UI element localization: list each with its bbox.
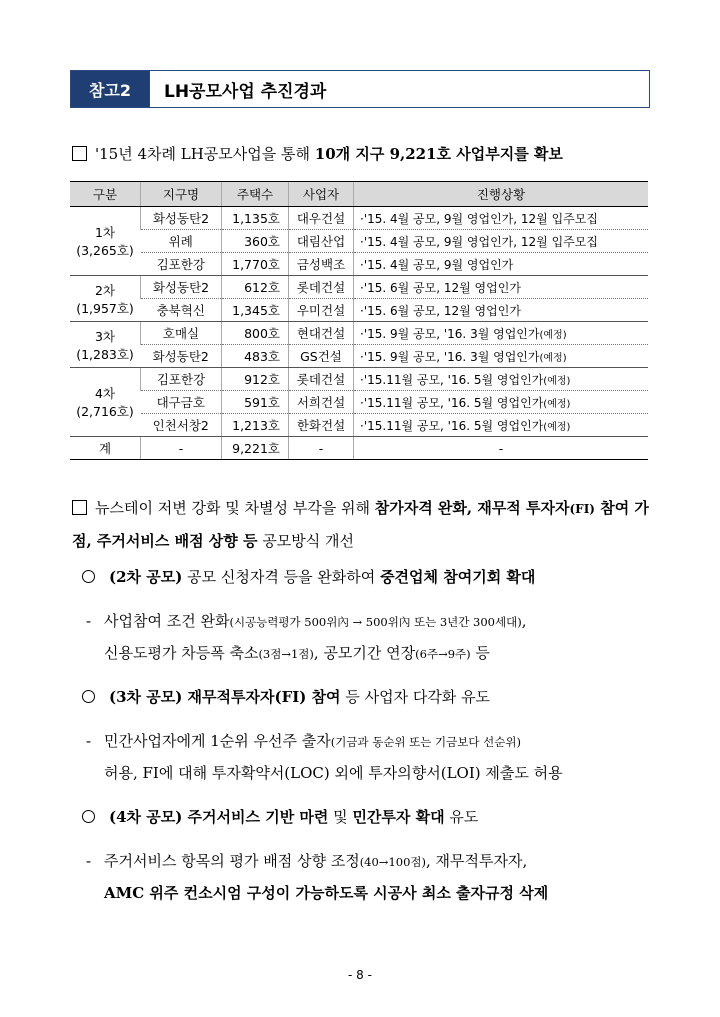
reference-label: 참고2	[71, 71, 149, 107]
status-cell: ·'15. 6월 공모, 12월 영업인가	[354, 276, 649, 299]
site-cell: 화성동탄2	[141, 276, 222, 299]
group-cell: 1차 (3,265호)	[70, 207, 141, 276]
total-label: 계	[70, 437, 141, 460]
company-cell: 롯데건설	[289, 276, 354, 299]
round4-detail: - 주거서비스 항목의 평가 배점 상향 조정(40→100점), 재무적투자자, AMC 위주 컨소시엄 구성이 가능하도록 시공사 최소 출자규정 삭제	[86, 852, 549, 902]
site-cell: 김포한강	[141, 253, 222, 276]
units-cell: 1,345호	[222, 299, 289, 322]
status-cell: ·'15.11월 공모, '16. 5월 영업인가(예정)	[354, 414, 649, 437]
company-cell: 우미건설	[289, 299, 354, 322]
col-header: 사업자	[289, 182, 354, 207]
group-cell: 2차 (1,957호)	[70, 276, 141, 322]
site-cell: 위례	[141, 230, 222, 253]
section-header	[70, 70, 650, 108]
round4-item: (4차 공모) 주거서비스 기반 마련 및 민간투자 확대 유도	[82, 806, 478, 827]
company-cell: 롯데건설	[289, 368, 354, 391]
units-cell: 912호	[222, 368, 289, 391]
page-number: - 8 -	[348, 968, 372, 982]
units-cell: 360호	[222, 230, 289, 253]
col-header: 구분	[70, 182, 141, 207]
site-cell: -	[141, 437, 222, 460]
circle-bullet-icon	[82, 810, 95, 823]
table-row	[70, 345, 648, 368]
company-cell: 금성백조	[289, 253, 354, 276]
status-cell: ·'15. 9월 공모, '16. 3월 영업인가(예정)	[354, 322, 649, 345]
table-header-row	[70, 182, 648, 207]
site-cell: 인천서창2	[141, 414, 222, 437]
table-row	[70, 414, 648, 437]
table-row	[70, 322, 648, 345]
company-cell: GS건설	[289, 345, 354, 368]
round3-detail: - 민간사업자에게 1순위 우선주 출자(기금과 동순위 또는 기금보다 선순위) 허용, FI에 대해 투자확약서(LOC) 외에 투자의향서(LOI) 제출도 허용	[86, 732, 563, 782]
improvement-paragraph: 뉴스테이 저변 강화 및 차별성 부각을 위해 참가자격 완화, 재무적 투자자(FI) 참여 가점, 주거서비스 배점 상향 등 공모방식 개선	[72, 499, 649, 550]
site-cell: 김포한강	[141, 368, 222, 391]
round2-item: (2차 공모) 공모 신청자격 등을 완화하여 중견업체 참여기회 확대	[82, 566, 535, 587]
units-cell: 1,770호	[222, 253, 289, 276]
status-cell: ·'15. 4월 공모, 9월 영업인가, 12월 입주모집	[354, 230, 649, 253]
square-bullet-icon	[72, 146, 87, 161]
project-table	[70, 181, 648, 460]
company-cell: 대림산업	[289, 230, 354, 253]
site-cell: 화성동탄2	[141, 207, 222, 230]
site-cell: 충북혁신	[141, 299, 222, 322]
status-cell: ·'15. 4월 공모, 9월 영업인가, 12월 입주모집	[354, 207, 649, 230]
status-cell: ·'15. 6월 공모, 12월 영업인가	[354, 299, 649, 322]
units-cell: 1,135호	[222, 207, 289, 230]
table-row	[70, 368, 648, 391]
site-cell: 화성동탄2	[141, 345, 222, 368]
col-header: 진행상황	[354, 182, 649, 207]
table-row	[70, 207, 648, 230]
circle-bullet-icon	[82, 690, 95, 703]
site-cell: 대구금호	[141, 391, 222, 414]
col-header: 지구명	[141, 182, 222, 207]
summary-line: '15년 4차례 LH공모사업을 통해 10개 지구 9,221호 사업부지를 확보	[72, 143, 563, 164]
units-cell: 9,221호	[222, 437, 289, 460]
status-cell: -	[354, 437, 649, 460]
total-row	[70, 437, 648, 460]
table-row	[70, 391, 648, 414]
table-row	[70, 230, 648, 253]
company-cell: 서희건설	[289, 391, 354, 414]
table-row	[70, 299, 648, 322]
group-cell: 4차 (2,716호)	[70, 368, 141, 437]
round2-detail: - 사업참여 조건 완화(시공능력평가 500위內 → 500위內 또는 3년간 300세대), 신용도평가 차등폭 축소(3점→1점), 공모기간 연장(6주→9주) 등	[86, 612, 527, 662]
site-cell: 호매실	[141, 322, 222, 345]
group-cell: 3차 (1,283호)	[70, 322, 141, 368]
round3-item: (3차 공모) 재무적투자자(FI) 참여 등 사업자 다각화 유도	[82, 686, 490, 707]
table-row	[70, 276, 648, 299]
units-cell: 1,213호	[222, 414, 289, 437]
table-row	[70, 253, 648, 276]
status-cell: ·'15.11월 공모, '16. 5월 영업인가(예정)	[354, 391, 649, 414]
status-cell: ·'15.11월 공모, '16. 5월 영업인가(예정)	[354, 368, 649, 391]
col-header: 주택수	[222, 182, 289, 207]
status-cell: ·'15. 4월 공모, 9월 영업인가	[354, 253, 649, 276]
units-cell: 483호	[222, 345, 289, 368]
units-cell: 800호	[222, 322, 289, 345]
company-cell: 대우건설	[289, 207, 354, 230]
circle-bullet-icon	[82, 570, 95, 583]
company-cell: 현대건설	[289, 322, 354, 345]
units-cell: 612호	[222, 276, 289, 299]
square-bullet-icon	[72, 500, 87, 515]
status-cell: ·'15. 9월 공모, '16. 3월 영업인가(예정)	[354, 345, 649, 368]
company-cell: 한화건설	[289, 414, 354, 437]
units-cell: 591호	[222, 391, 289, 414]
header-title: LH공모사업 추진경과	[149, 71, 326, 107]
company-cell: -	[289, 437, 354, 460]
